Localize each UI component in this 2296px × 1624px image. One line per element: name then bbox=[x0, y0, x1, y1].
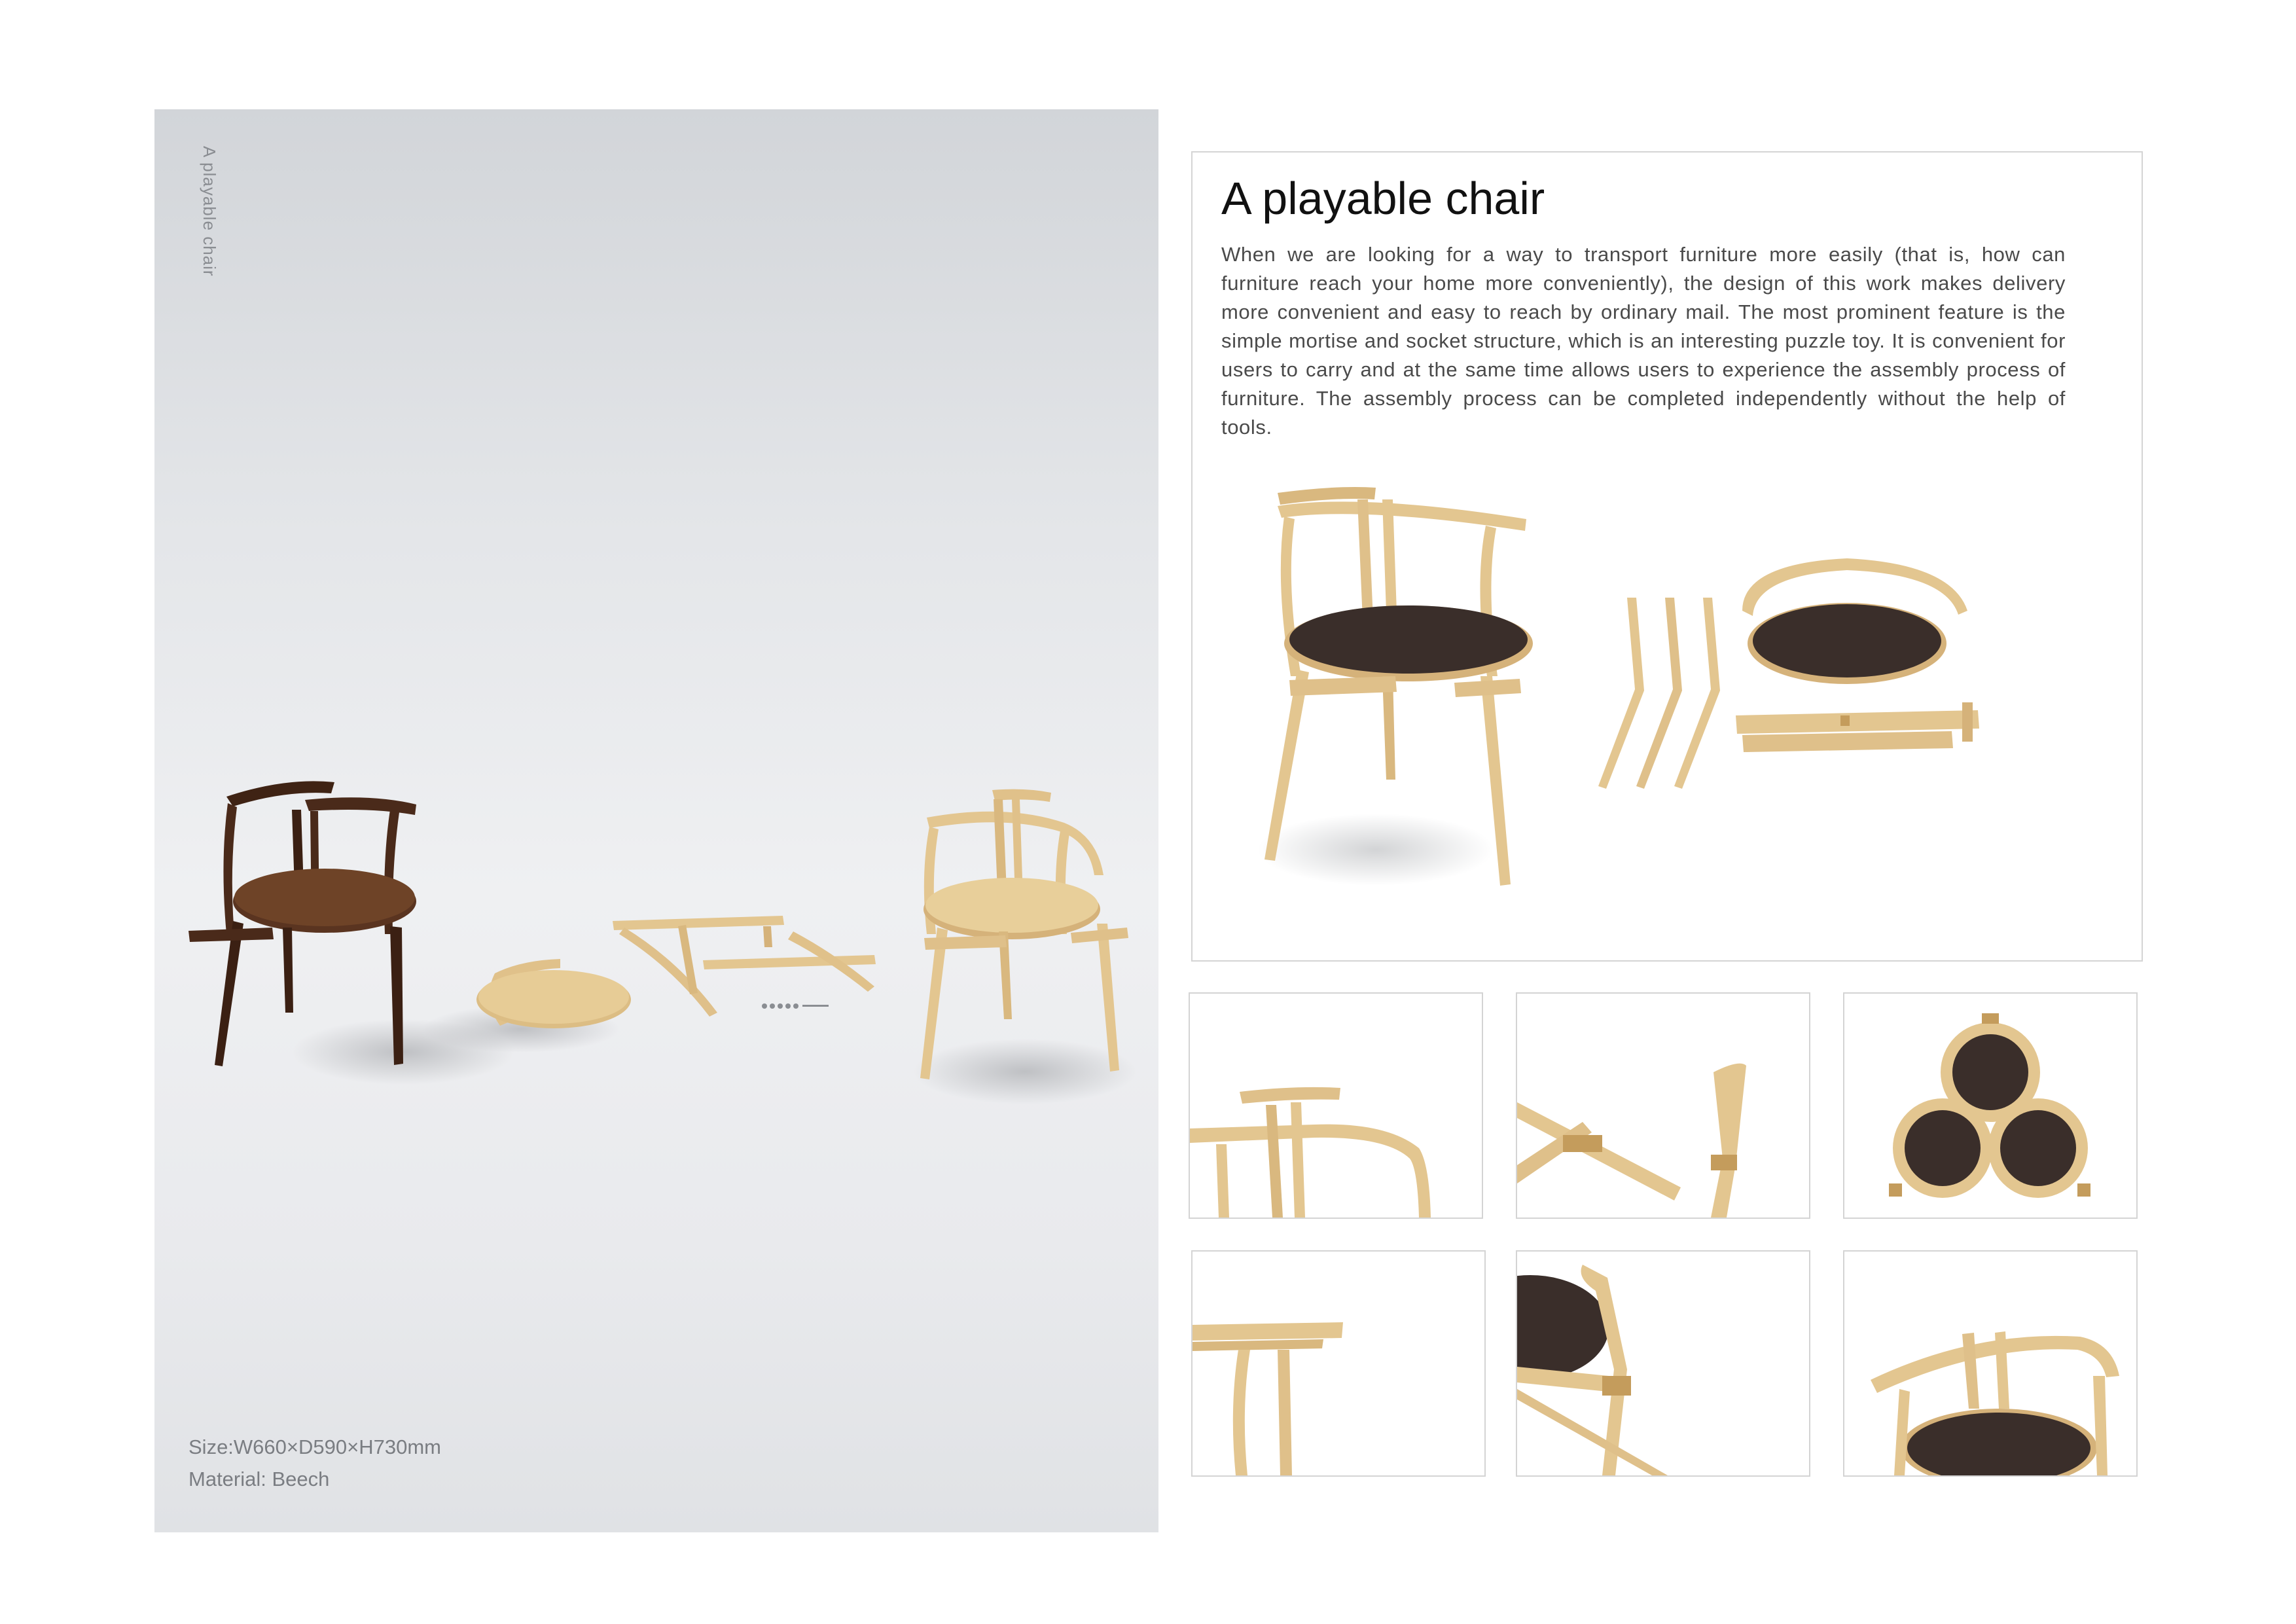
beech-chair bbox=[914, 789, 1136, 1104]
thumbnail-top-view[interactable] bbox=[1843, 1250, 2138, 1477]
flat-pack-parts bbox=[1598, 558, 1979, 789]
backrest-detail-image bbox=[1190, 994, 1482, 1218]
thumbnail-backrest-detail[interactable] bbox=[1189, 992, 1483, 1219]
disassembled-parts bbox=[423, 916, 876, 1053]
thumbnail-stacked-seats[interactable] bbox=[1843, 992, 2138, 1219]
size-spec: Size:W660×D590×H730mm bbox=[188, 1435, 441, 1458]
thumbnail-seat-leg-detail[interactable] bbox=[1516, 1250, 1810, 1477]
feature-title: A playable chair bbox=[1221, 173, 1545, 224]
top-view-image bbox=[1844, 1252, 2136, 1475]
hero-chairs-illustration bbox=[154, 109, 1158, 1532]
hero-vertical-label: A playable chair bbox=[200, 146, 219, 277]
feature-description: When we are looking for a way to transport furniture more easily (that is, how can furniture reach your home more conveniently), the design of this work makes delivery more convenient and easy to reach by ordinary mail. The most prominent feature is the simple mortise and socket structure, which is an interesting puzzle toy. It is convenient for users to carry and at the same time allows users to experience the assembly process of furniture. The assembly process can be completed independently without the help of tools. bbox=[1221, 243, 2066, 439]
joint-detail-image bbox=[1517, 994, 1809, 1218]
thumbnail-joint-detail[interactable] bbox=[1516, 992, 1810, 1219]
feature-panel bbox=[1191, 151, 2143, 962]
spindle-detail-image bbox=[1193, 1252, 1484, 1475]
hero-panel bbox=[154, 109, 1158, 1532]
seat-leg-detail-image bbox=[1517, 1252, 1809, 1475]
thumbnail-spindle-detail[interactable] bbox=[1191, 1250, 1486, 1477]
material-spec: Material: Beech bbox=[188, 1468, 330, 1490]
stacked-seats-image bbox=[1844, 994, 2136, 1218]
assembled-chair bbox=[1258, 487, 1533, 886]
